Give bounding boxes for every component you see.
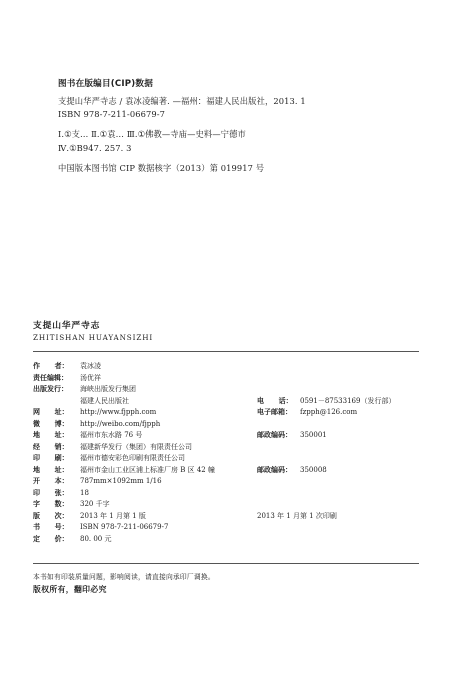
info-value: 福建新华发行（集团）有限责任公司 <box>80 442 192 451</box>
website-link[interactable]: http://www.fjpph.com <box>80 408 157 416</box>
info-row-publisher <box>33 396 423 408</box>
info-value: 福建人民出版社 <box>80 396 129 405</box>
copyright-statement: 版权所有，翻印必究 <box>33 585 107 594</box>
info-label: 版 次： <box>33 511 69 520</box>
info-value: 80. 00 元 <box>80 534 112 543</box>
info-label: 微 博： <box>33 419 69 428</box>
cip-subject-line: Ⅰ.①支… Ⅱ.①袁… Ⅲ.①佛教—寺庙—史料—宁德市 <box>58 129 246 140</box>
info-row-publisher-group <box>33 384 423 396</box>
info-label: 开 本： <box>33 477 69 485</box>
info-label: 字 数： <box>33 500 69 508</box>
info-label: 责任编辑： <box>33 373 68 382</box>
info-value: 320 千字 <box>80 500 110 508</box>
book-title-pinyin: ZHITISHAN HUAYANSIZHI <box>33 333 154 342</box>
info-row-website <box>33 407 423 419</box>
publication-info <box>33 361 423 545</box>
cip-heading: 图书在版编目(CIP)数据 <box>58 79 154 89</box>
info-value: 福州市德安彩色印刷有限责任公司 <box>80 454 185 462</box>
info-label: 经 销： <box>33 442 69 451</box>
cip-title-line: 支提山华严寺志 / 袁冰凌编著. —福州：福建人民出版社，2013. 1 <box>58 96 306 106</box>
info-value: 袁冰凌 <box>80 362 101 370</box>
info-row-printer-address <box>33 465 423 477</box>
info-label: 地 址： <box>33 465 69 474</box>
info-label-phone: 电 话： <box>257 396 293 405</box>
info-label: 书 号： <box>33 523 69 531</box>
info-value: 2013 年 1 月第 1 版 <box>80 511 146 520</box>
info-row-weibo <box>33 419 423 431</box>
info-value: 海峡出版发行集团 <box>80 385 136 393</box>
cip-isbn-line: ISBN 978-7-211-06679-7 <box>58 109 165 120</box>
info-row-price <box>33 534 423 546</box>
info-value-postcode: 350008 <box>300 465 327 474</box>
info-value: 787mm×1092mm 1/16 <box>80 477 162 485</box>
weibo-link[interactable]: http://weibo.com/fjpph <box>80 419 161 428</box>
info-row-editor <box>33 373 423 385</box>
cip-block <box>58 77 418 175</box>
info-label: 印 张： <box>33 488 69 497</box>
info-value-printing: 2013 年 1 月第 1 次印刷 <box>257 511 337 520</box>
divider-top <box>33 351 419 352</box>
info-row-wordcount <box>33 499 423 511</box>
info-row-isbn <box>33 522 423 534</box>
info-value-phone: 0591－87533169（发行部） <box>300 396 396 405</box>
info-row-printer <box>33 453 423 465</box>
info-label: 印 刷： <box>33 454 69 462</box>
info-row-author <box>33 361 423 373</box>
info-row-sheets <box>33 488 423 500</box>
info-label: 作 者： <box>33 362 69 370</box>
email-link[interactable]: fzpph@126.com <box>300 408 358 416</box>
info-value: 18 <box>80 488 89 497</box>
info-value: 汤优祥 <box>80 373 101 382</box>
info-value-postcode: 350001 <box>300 431 327 439</box>
info-row-format <box>33 476 423 488</box>
info-label-postcode: 邮政编码： <box>257 465 292 474</box>
info-label: 地 址： <box>33 431 69 439</box>
info-row-address <box>33 430 423 442</box>
info-row-distributor <box>33 442 423 454</box>
info-value: 福州市金山工业区浦上标准厂房 B 区 42 幢 <box>80 465 215 474</box>
info-value: 福州市东水路 76 号 <box>80 431 143 439</box>
cip-registration-line: 中国版本图书馆 CIP 数据核字（2013）第 019917 号 <box>58 162 265 173</box>
info-label-email: 电子邮箱： <box>257 408 292 416</box>
info-label: 出版发行： <box>33 385 68 393</box>
info-label: 网 址： <box>33 408 69 416</box>
info-row-edition <box>33 511 423 523</box>
divider-bottom <box>33 563 419 564</box>
book-title: 支提山华严寺志 <box>33 321 101 331</box>
info-label: 定 价： <box>33 534 69 543</box>
cip-classification-line: Ⅳ.①B947. 257. 3 <box>58 142 132 153</box>
info-value: ISBN 978-7-211-06679-7 <box>80 523 169 531</box>
info-label-postcode: 邮政编码： <box>257 431 292 439</box>
quality-notice: 本书如有印装质量问题，影响阅读，请直接向承印厂调换。 <box>33 573 215 581</box>
